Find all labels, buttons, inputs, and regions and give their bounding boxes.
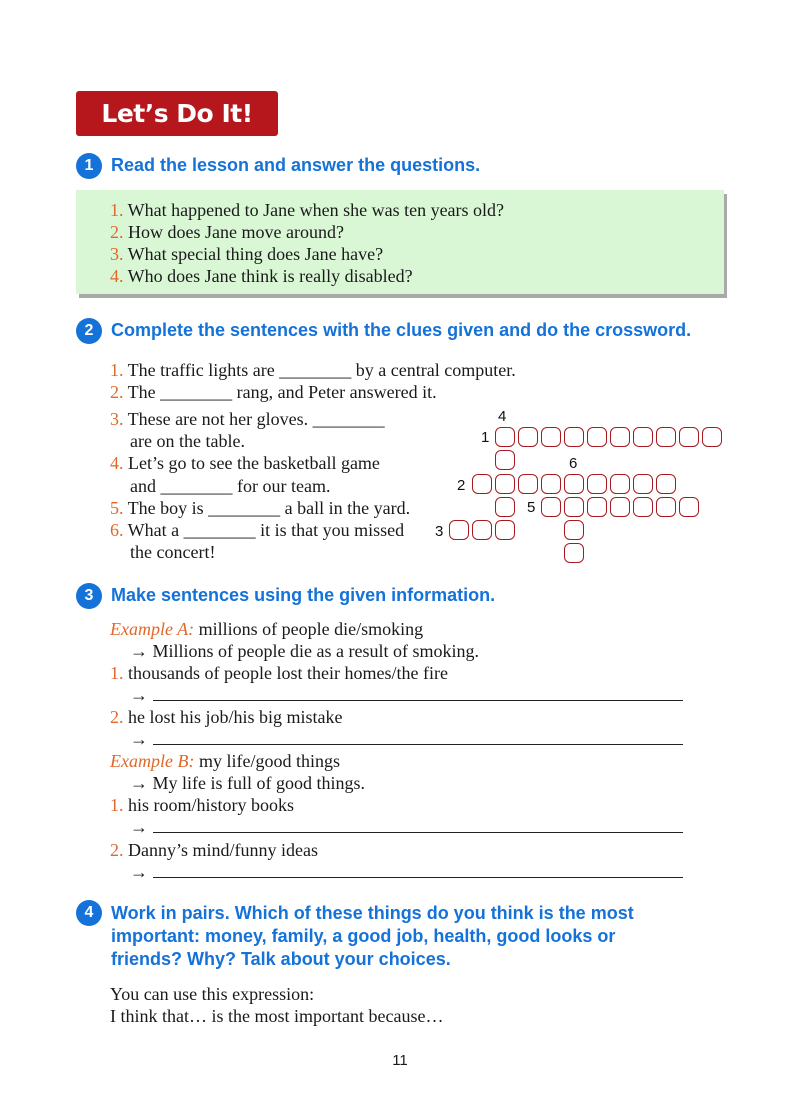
crossword-cell[interactable] <box>518 427 538 447</box>
crossword-cell[interactable] <box>702 427 722 447</box>
crossword-cell[interactable] <box>679 497 699 517</box>
crossword-cell[interactable] <box>656 497 676 517</box>
crossword-cell[interactable] <box>633 427 653 447</box>
lets-do-it-banner: Let’s Do It! <box>76 91 278 136</box>
section-2-number: 2 <box>76 318 102 344</box>
answer-line-a2[interactable]: → <box>130 728 683 750</box>
page-number: 11 <box>392 1052 408 1069</box>
crossword-cell[interactable] <box>610 474 630 494</box>
crossword-cell[interactable] <box>656 427 676 447</box>
answer-line-b2[interactable]: → <box>130 861 683 883</box>
crossword-cell[interactable] <box>564 497 584 517</box>
section-3-heading: Make sentences using the given information. <box>111 585 496 605</box>
section-1-heading: Read the lesson and answer the questions. <box>111 155 481 175</box>
crossword-cell[interactable] <box>472 520 492 540</box>
crossword-cell[interactable] <box>564 427 584 447</box>
crossword-cell[interactable] <box>633 497 653 517</box>
sentence-1: 1. The traffic lights are ________ by a central computer. <box>110 360 516 380</box>
crossword-cell[interactable] <box>587 427 607 447</box>
crossword-cell[interactable] <box>472 474 492 494</box>
crossword-cell[interactable] <box>541 474 561 494</box>
sentence-2: 2. The ________ rang, and Peter answered it. <box>110 382 437 402</box>
section-2-heading: Complete the sentences with the clues given and do the crossword. <box>111 320 692 340</box>
question-1: 1. What happened to Jane when she was ten years old? <box>110 200 505 220</box>
sentence-6-cont: the concert! <box>130 542 216 562</box>
item-b2: 2. Danny’s mind/funny ideas <box>110 840 318 860</box>
crossword-cell[interactable] <box>495 497 515 517</box>
crossword-label-2: 2 <box>457 477 466 494</box>
question-4: 4. Who does Jane think is really disabled? <box>110 266 413 286</box>
crossword-cell[interactable] <box>679 427 699 447</box>
crossword-cell[interactable] <box>587 474 607 494</box>
item-b1: 1. his room/history books <box>110 795 295 815</box>
item-a2: 2. he lost his job/his big mistake <box>110 707 343 727</box>
expression-intro: You can use this expression: <box>110 984 315 1004</box>
example-b-answer: → My life is full of good things. <box>130 773 365 793</box>
crossword-cell[interactable] <box>518 474 538 494</box>
expression-text: I think that… is the most important because… <box>110 1006 444 1026</box>
crossword-cell[interactable] <box>495 450 515 470</box>
crossword-cell[interactable] <box>633 474 653 494</box>
crossword-cell[interactable] <box>610 497 630 517</box>
sentence-3: 3. These are not her gloves. ________ <box>110 409 385 429</box>
answer-line-a1[interactable]: → <box>130 684 683 706</box>
answer-line-b1[interactable]: → <box>130 816 683 838</box>
crossword-cell[interactable] <box>564 543 584 563</box>
crossword-label-4: 4 <box>498 408 507 425</box>
crossword-cell[interactable] <box>541 497 561 517</box>
crossword-label-6: 6 <box>569 455 578 472</box>
example-a-answer: → Millions of people die as a result of smoking. <box>130 641 479 661</box>
example-b: Example B: my life/good things <box>110 751 340 771</box>
item-a1: 1. thousands of people lost their homes/the fire <box>110 663 448 683</box>
section-1-number: 1 <box>76 153 102 179</box>
crossword-cell[interactable] <box>495 474 515 494</box>
sentence-3-cont: are on the table. <box>130 431 245 451</box>
crossword-cell[interactable] <box>656 474 676 494</box>
crossword-cell[interactable] <box>495 427 515 447</box>
sentence-6: 6. What a ________ it is that you missed <box>110 520 405 540</box>
crossword-cell[interactable] <box>587 497 607 517</box>
section-4-number: 4 <box>76 900 102 926</box>
section-4-heading: Work in pairs. Which of these things do you think is the most important: money, family, a good job, health, good looks or friends? Why? Talk about your choices. <box>111 903 634 969</box>
crossword-cell[interactable] <box>449 520 469 540</box>
crossword-label-5: 5 <box>527 499 536 516</box>
crossword-cell[interactable] <box>564 474 584 494</box>
crossword-label-3: 3 <box>435 523 444 540</box>
crossword-cell[interactable] <box>564 520 584 540</box>
sentence-5: 5. The boy is ________ a ball in the yard. <box>110 498 411 518</box>
sentence-4: 4. Let’s go to see the basketball game <box>110 453 380 473</box>
section-3-number: 3 <box>76 583 102 609</box>
crossword-cell[interactable] <box>610 427 630 447</box>
example-a: Example A: millions of people die/smoking <box>110 619 424 639</box>
crossword-label-1: 1 <box>481 429 490 446</box>
question-3: 3. What special thing does Jane have? <box>110 244 384 264</box>
crossword-cell[interactable] <box>541 427 561 447</box>
crossword-cell[interactable] <box>495 520 515 540</box>
sentence-4-cont: and ________ for our team. <box>130 476 331 496</box>
question-2: 2. How does Jane move around? <box>110 222 344 242</box>
